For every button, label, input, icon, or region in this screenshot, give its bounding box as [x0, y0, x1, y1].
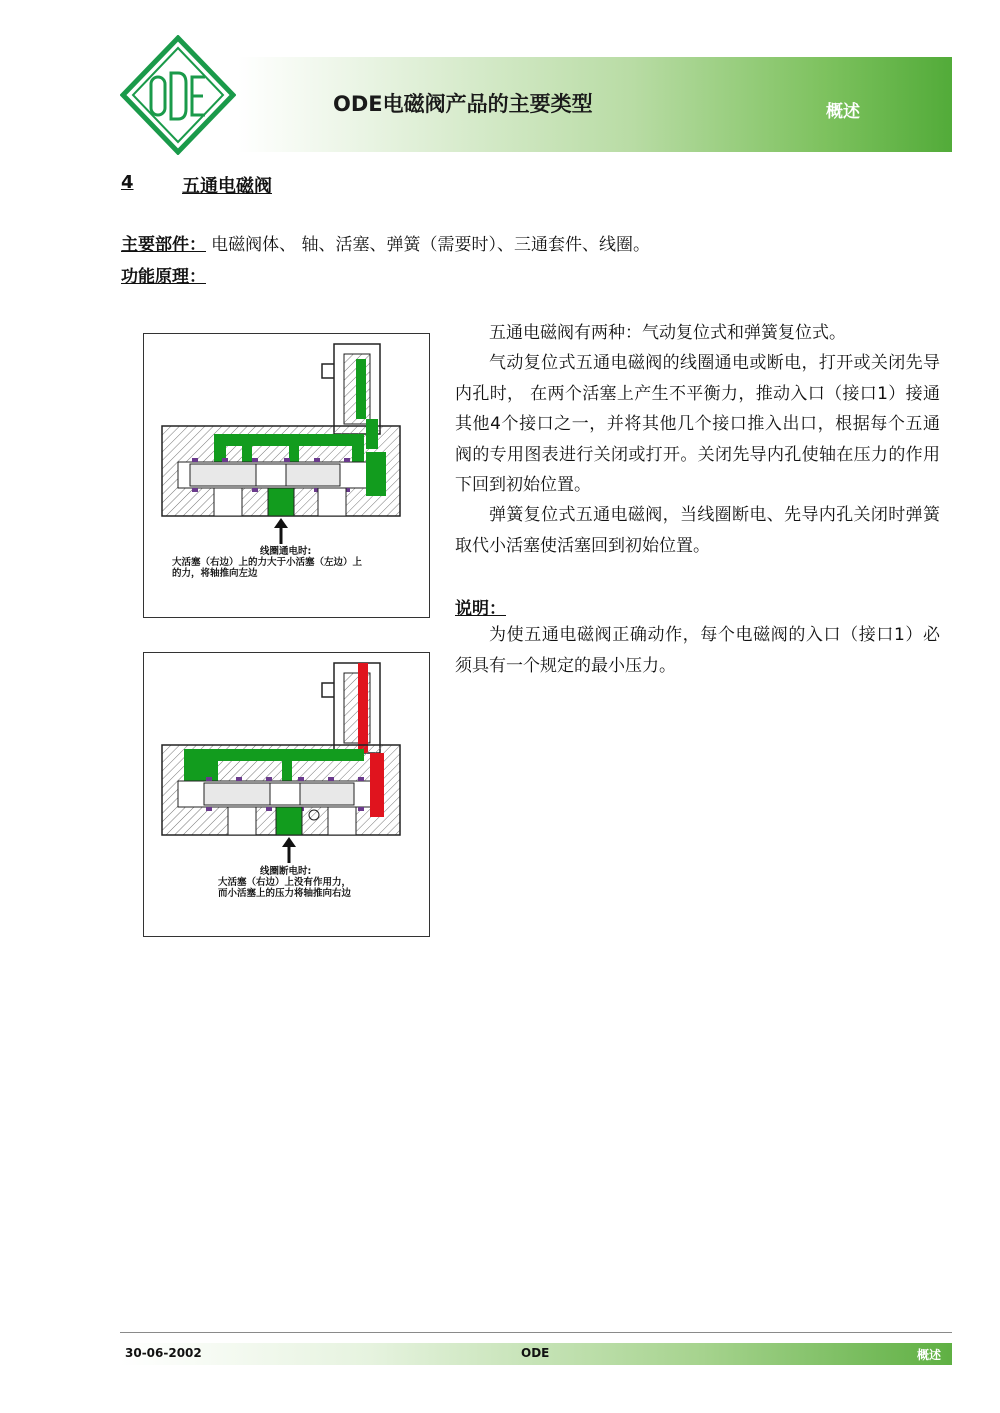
figure-deenergized: [143, 652, 430, 937]
section-number: 4: [121, 172, 134, 193]
note-label: 说明：: [455, 599, 506, 619]
note-text: 为使五通电磁阀正确动作，每个电磁阀的入口（接口1）必须具有一个规定的最小压力。: [455, 625, 940, 676]
footer-date: 30-06-2002: [125, 1346, 202, 1360]
header-title: ODE电磁阀产品的主要类型: [333, 92, 593, 116]
figure-1-caption-line: 的力，将轴推向左边: [172, 568, 258, 579]
footer-section-label: 概述: [917, 1348, 942, 1362]
figure-1-caption-title: 线圈通电时:: [260, 546, 312, 557]
function-label: 功能原理：: [121, 267, 206, 287]
ode-logo: [120, 35, 236, 155]
figure-2-caption-line: 大活塞（右边）上没有作用力，: [218, 877, 352, 888]
figure-2-caption-line: 而小活塞上的压力将轴推向右边: [218, 888, 352, 899]
parts-line: [121, 230, 650, 260]
section-title: 五通电磁阀: [182, 176, 272, 197]
description-paragraph-2: 气动复位式五通电磁阀的线圈通电或断电，打开或关闭先导内孔时， 在两个活塞上产生不平衡力，推动入口（接口1）接通其他4个接口之一，并将其他几个接口推入出口，根据每个五通阀的专用图表进行关闭或打开。关闭先导内孔使轴在压力的作用下回到初始位置。: [455, 353, 940, 495]
description-paragraph-1: 五通电磁阀有两种：气动复位式和弹簧复位式。: [489, 323, 846, 343]
parts-text: 电磁阀体、 轴、活塞、弹簧（需要时）、三通套件、线圈。: [211, 235, 650, 255]
header-section-label: 概述: [826, 102, 860, 122]
figure-energized: [143, 333, 430, 618]
figure-1-caption-line: 大活塞（右边）上的力大于小活塞（左边）上: [172, 557, 363, 568]
footer-divider: [120, 1332, 952, 1333]
figure-2-caption-title: 线圈断电时:: [260, 866, 312, 877]
footer-brand: ODE: [521, 1346, 550, 1360]
description-paragraph-3: 弹簧复位式五通电磁阀，当线圈断电、先导内孔关闭时弹簧取代小活塞使活塞回到初始位置。: [455, 505, 940, 556]
parts-label: 主要部件：: [121, 235, 206, 255]
